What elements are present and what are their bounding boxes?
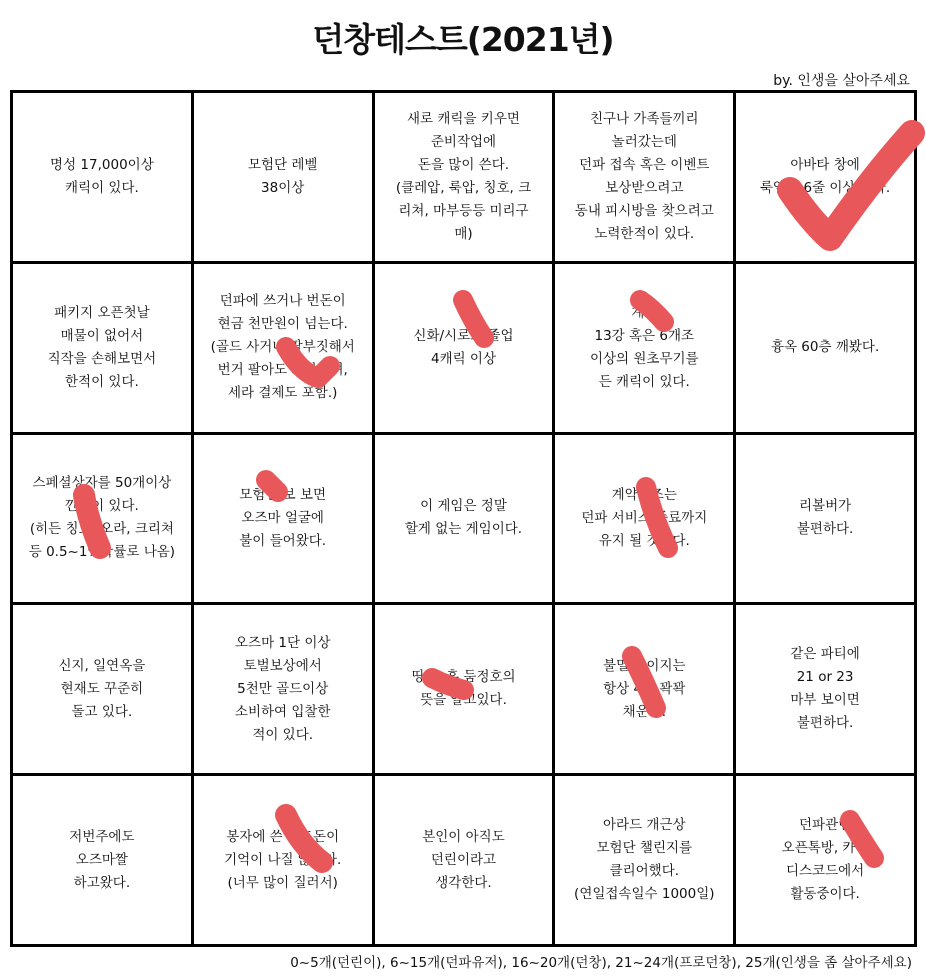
bingo-cell[interactable] bbox=[194, 93, 375, 264]
cell-text: 본인이 아직도 던린이라고 생각한다. bbox=[422, 828, 505, 891]
cell-text: 던파에 쓰거나 번돈이 현금 천만원이 넘는다. (골드 사거나 팔부짓해서 번거 팔아도 포함되며, 세라 결제도 포함.) bbox=[210, 293, 355, 402]
cell-text: 새로 캐릭을 키우면 준비작업에 돈을 많이 쓴다. (클레압, 룩압, 칭호, 크 리쳐, 마부등등 미리구 매) bbox=[395, 110, 532, 242]
bingo-cell[interactable] bbox=[736, 776, 917, 947]
bingo-cell[interactable] bbox=[555, 776, 736, 947]
bingo-cell[interactable] bbox=[736, 93, 917, 264]
cell-text: 띵진, 흑 둠정호의 뜻을 알고있다. bbox=[411, 669, 516, 709]
cell-text: 신지, 일연옥을 현재도 꾸준히 돌고 있다. bbox=[58, 657, 146, 720]
cell-text: 계약 13강 혹은 6개조 이상의 원초무기를 든 캐릭이 있다. bbox=[589, 304, 699, 390]
bingo-cell[interactable] bbox=[555, 435, 736, 606]
cell-text: 신화/시로코 졸업 4캐릭 이상 bbox=[413, 327, 514, 367]
cell-text: 이 게임은 정말 할게 없는 게임이다. bbox=[404, 498, 523, 538]
cell-text: 패키지 오픈첫날 매물이 없어서 직작을 손해보면서 한적이 있다. bbox=[47, 304, 157, 390]
bingo-cell[interactable] bbox=[375, 605, 556, 776]
cell-text: 명성 17,000이상 캐릭이 있다. bbox=[50, 156, 154, 196]
bingo-cell[interactable] bbox=[736, 435, 917, 606]
cell-text: 친구나 가족들끼리 놀러갔는데 던파 접속 혹은 이벤트 보상받으려고 동내 피시방을 찾으려고 노력한적이 있다. bbox=[574, 110, 714, 242]
bingo-cell[interactable] bbox=[13, 93, 194, 264]
bingo-cell[interactable] bbox=[555, 605, 736, 776]
cell-text: 오즈마 1단 이상 토벌보상에서 5천만 골드이상 소비하여 입찰한 적이 있다. bbox=[234, 634, 331, 743]
cell-text: 리볼버가 불편하다. bbox=[796, 498, 854, 538]
bingo-cell[interactable] bbox=[736, 605, 917, 776]
bingo-cell[interactable] bbox=[194, 776, 375, 947]
cell-text: 아바타 창에 룩압이 6줄 이상 있다. bbox=[760, 156, 891, 196]
bingo-cell[interactable] bbox=[194, 264, 375, 435]
bingo-cell[interactable] bbox=[13, 605, 194, 776]
cell-text: 봉자에 쓴 골드돈이 기억이 나질 않는다. (너무 많이 질러서) bbox=[224, 828, 342, 891]
cell-text: 던파관련 오픈톡방, 카페 디스코드에서 활동중이다. bbox=[781, 817, 869, 903]
cell-text: 불멸의 이지는 항상 4개 꽉꽉 채운다. bbox=[603, 657, 686, 720]
cell-text: 저번주에도 오즈마짤 하고왔다. bbox=[69, 828, 135, 891]
bingo-cell[interactable] bbox=[555, 93, 736, 264]
bingo-cell[interactable] bbox=[375, 776, 556, 947]
bingo-cell[interactable] bbox=[375, 264, 556, 435]
bingo-cell[interactable] bbox=[375, 93, 556, 264]
cell-text: 스페셜상자를 50개이상 깐적이 있다. (히든 칭호, 오라, 크리쳐 등 0.5~1%확률로 나옴) bbox=[28, 475, 176, 561]
bingo-cell[interactable] bbox=[194, 435, 375, 606]
cell-text: 흉옥 60층 깨봤다. bbox=[770, 339, 880, 356]
page-title: 던창테스트(2021년) bbox=[312, 20, 614, 59]
cell-text: 같은 파티에 21 or 23 마부 보이면 불편하다. bbox=[790, 646, 860, 732]
bingo-cell[interactable] bbox=[13, 776, 194, 947]
bingo-cell[interactable] bbox=[555, 264, 736, 435]
bingo-cell[interactable] bbox=[194, 605, 375, 776]
bingo-cell[interactable] bbox=[13, 264, 194, 435]
bingo-cell[interactable] bbox=[13, 435, 194, 606]
author-byline: by. 인생을 살아주세요 bbox=[773, 73, 910, 89]
score-legend: 0~5개(던린이), 6~15개(던파유저), 16~20개(던창), 21~24개(프로던창), 25개(인생을 좀 살아주세요) bbox=[290, 955, 912, 971]
bingo-cell[interactable] bbox=[736, 264, 917, 435]
cell-text: 계약시즈는 던파 서비스 종료까지 유지 될 것이다. bbox=[581, 486, 708, 549]
cell-text: 모험단 레벨 38이상 bbox=[247, 156, 318, 196]
bingo-cell[interactable] bbox=[375, 435, 556, 606]
cell-text: 아라드 개근상 모험단 챌린지를 클리어했다. (연일접속일수 1000일) bbox=[574, 817, 715, 903]
bingo-grid bbox=[10, 90, 917, 947]
cell-text: 모험단 보 보면 오즈마 얼굴에 불이 들어왔다. bbox=[239, 486, 327, 549]
